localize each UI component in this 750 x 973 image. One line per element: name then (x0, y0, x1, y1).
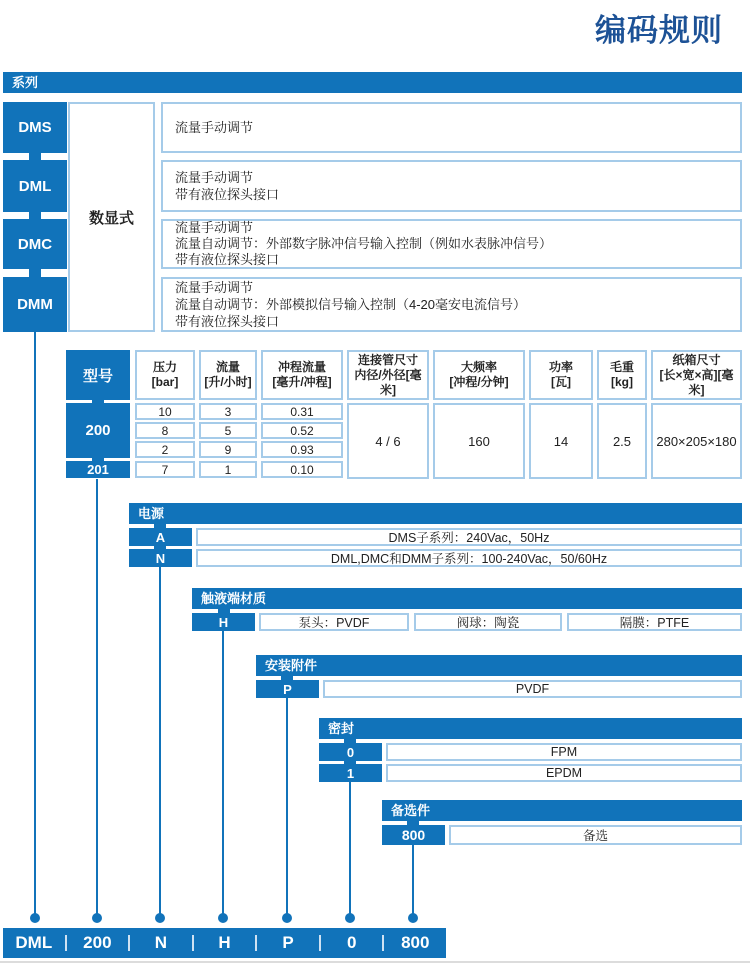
desc-line: 带有液位探头接口 (175, 252, 280, 267)
cell-flow: 3 (199, 403, 257, 420)
desc-line: 流量自动调节：外部数字脉冲信号输入控制（例如水表脉冲信号） (175, 236, 553, 251)
power-value-a: DMS子系列：240Vac，50Hz (196, 528, 742, 546)
connector-line-power (159, 567, 161, 914)
cell-pipe-size: 4 / 6 (347, 403, 429, 479)
cell-power: 14 (529, 403, 593, 479)
material-key-h: H (192, 613, 255, 631)
series-connector-notch (29, 269, 41, 277)
col-header-pipe-size (347, 350, 429, 400)
code-segment-material: H (218, 933, 231, 952)
cell-flow: 1 (199, 461, 257, 478)
options-section-header: 备选件 (382, 800, 742, 821)
code-segment-seal: 0 (346, 933, 357, 952)
seal-key-1: 1 (319, 764, 382, 782)
cell-carton-size: 280×205×180 (651, 403, 742, 479)
desc-line: 流量手动调节 (175, 280, 254, 295)
power-key-a: A (129, 528, 192, 546)
seal-section-header: 密封 (319, 718, 742, 739)
material-value-valve-ball: 阀球：陶瓷 (414, 613, 562, 631)
col-header-power (529, 350, 593, 400)
seal-key-0: 0 (319, 743, 382, 761)
product-code-bar (3, 928, 446, 958)
series-desc-dml (161, 160, 742, 212)
col-unit: [瓦] (551, 375, 571, 389)
page-bottom-rule (0, 961, 750, 963)
connector-line-seal (349, 782, 351, 914)
series-section-header: 系列 (3, 72, 742, 93)
connector-dot (408, 913, 418, 923)
connector-dot (345, 913, 355, 923)
connector-dot (218, 913, 228, 923)
cell-stroke: 0.10 (261, 461, 343, 478)
col-title: 流量 (215, 360, 240, 374)
series-key-dmc: DMC (3, 219, 67, 269)
options-key-800: 800 (382, 825, 445, 845)
col-title: 功率 (548, 360, 573, 374)
col-header-pressure (135, 350, 195, 400)
col-header-carton-size (651, 350, 742, 400)
col-unit: [kg] (611, 375, 633, 389)
col-header-stroke-volume (261, 350, 343, 400)
col-header-weight (597, 350, 647, 400)
series-key-dms: DMS (3, 102, 67, 153)
connector-dot (92, 913, 102, 923)
series-group-label: 数显式 (68, 102, 155, 332)
col-title: 连接管尺寸 (357, 352, 418, 367)
power-value-n: DML,DMC和DMM子系列：100-240Vac，50/60Hz (196, 549, 742, 567)
col-unit: [毫升/冲程] (272, 375, 332, 389)
code-segment-mounting: P (282, 933, 294, 952)
series-connector-notch (29, 153, 41, 160)
mounting-value: PVDF (323, 680, 742, 698)
col-unit: [长×宽×高][毫米] (659, 367, 734, 397)
cell-stroke: 0.93 (261, 441, 343, 458)
col-title: 冲程流量 (277, 360, 326, 374)
col-title: 压力 (152, 360, 177, 374)
desc-line: 带有液位探头接口 (175, 314, 280, 329)
col-header-flow (199, 350, 257, 400)
code-segment-series: DML (15, 933, 53, 952)
connector-line-mounting (286, 698, 288, 914)
material-section-header: 触液端材质 (192, 588, 742, 609)
power-key-n: N (129, 549, 192, 567)
series-desc-dmm (161, 277, 742, 332)
page-title: 编码规则 (595, 13, 723, 48)
col-header-max-frequency (433, 350, 525, 400)
cell-flow: 9 (199, 441, 257, 458)
model-key-200: 200 (66, 403, 130, 458)
cell-stroke: 0.31 (261, 403, 343, 420)
series-desc-dmc (161, 219, 742, 269)
cell-pressure: 7 (135, 461, 195, 478)
connector-line-options (412, 845, 414, 914)
connector-dot (155, 913, 165, 923)
code-segment-model: 200 (83, 933, 112, 952)
desc-line: 带有液位探头接口 (175, 187, 280, 202)
desc-line: 流量手动调节 (175, 170, 254, 185)
desc-line: 流量自动调节：外部模拟信号输入控制（4-20毫安电流信号） (175, 297, 527, 312)
model-table-key-header: 型号 (66, 350, 130, 400)
seal-value-0: FPM (386, 743, 742, 761)
code-segment-options: 800 (401, 933, 430, 952)
seal-value-1: EPDM (386, 764, 742, 782)
mounting-key-p: P (256, 680, 319, 698)
col-title: 纸箱尺寸 (672, 352, 721, 367)
cell-flow: 5 (199, 422, 257, 439)
options-value: 备选 (449, 825, 742, 845)
connector-dot (30, 913, 40, 923)
connector-line-model (96, 479, 98, 914)
mounting-section-header: 安装附件 (256, 655, 742, 676)
series-key-dmm: DMM (3, 277, 67, 332)
material-value-pump-head: 泵头：PVDF (259, 613, 409, 631)
cell-pressure: 10 (135, 403, 195, 420)
desc-line: 流量手动调节 (175, 220, 254, 235)
desc-line: 流量手动调节 (175, 120, 254, 135)
series-key-dml: DML (3, 160, 67, 212)
cell-weight: 2.5 (597, 403, 647, 479)
col-title: 毛重 (609, 360, 634, 374)
connector-line-material (222, 631, 224, 914)
connector-line-series (34, 332, 36, 914)
col-unit: [冲程/分钟] (449, 375, 509, 389)
series-desc-dms (161, 102, 742, 153)
material-value-diaphragm: 隔膜：PTFE (567, 613, 742, 631)
connector-dot (282, 913, 292, 923)
code-segment-power: N (154, 933, 168, 952)
power-section-header: 电源 (129, 503, 742, 524)
col-title: 大频率 (460, 360, 497, 374)
col-unit: 内径/外径[毫米] (354, 367, 422, 397)
col-unit: [bar] (151, 375, 179, 389)
series-connector-notch (29, 212, 41, 219)
cell-pressure: 8 (135, 422, 195, 439)
cell-pressure: 2 (135, 441, 195, 458)
cell-stroke: 0.52 (261, 422, 343, 439)
model-key-201: 201 (66, 461, 130, 478)
col-unit: [升/小时] (204, 375, 252, 389)
cell-max-frequency: 160 (433, 403, 525, 479)
